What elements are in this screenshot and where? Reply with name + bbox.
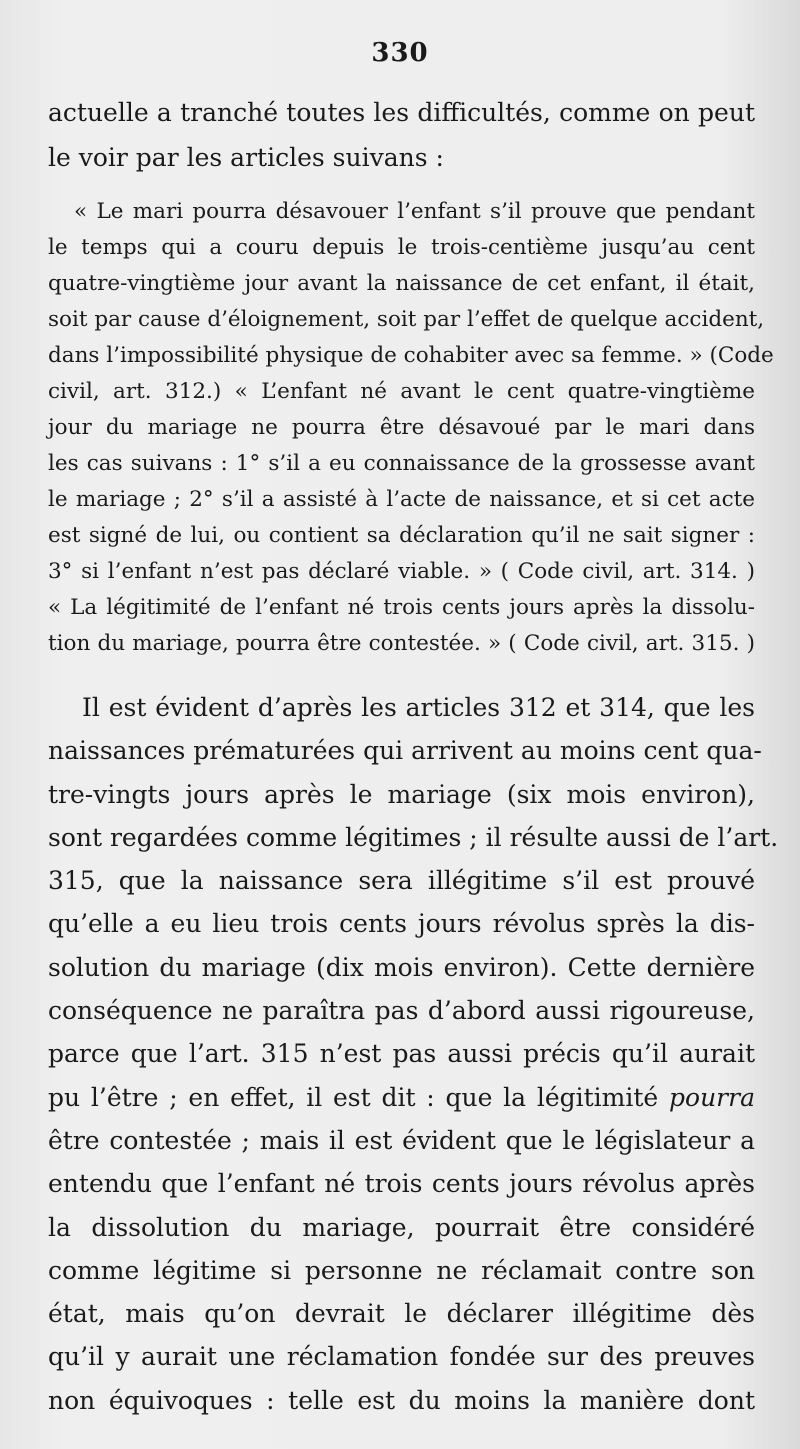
quote-line: dans l’impossibilité physique de cohabiter avec sa femme. » (Code <box>48 343 774 368</box>
paragraph-line: naissances prématurées qui arrivent au moins cent qua- <box>48 736 762 766</box>
paragraph-line: sont regardées comme légitimes ; il résulte aussi de l’art. <box>48 822 779 852</box>
paragraph-line: non équivoques : telle est du moins la manière dont <box>48 1385 755 1415</box>
quote-line: jour du mariage ne pourra être désavoué par le mari dans <box>48 415 755 440</box>
body-paragraph <box>48 686 779 1422</box>
paragraph-line: comme légitime si personne ne réclamait contre son <box>48 1255 755 1285</box>
quote-line: soit par cause d’éloignement, soit par l’effet de quelque accident, <box>48 307 765 332</box>
quoted-articles <box>48 194 774 662</box>
line-text: pu l’être ; en effet, il est dit : que la légitimité <box>48 1082 659 1112</box>
paragraph-line-with-emphasis <box>48 1076 755 1119</box>
page-number: 330 <box>371 38 429 68</box>
paragraph-line: la dissolution du mariage, pourrait être considéré <box>48 1212 755 1242</box>
paragraph-line: qu’il y aurait une réclamation fondée sur des preuves <box>48 1342 755 1372</box>
quote-line: quatre-vingtième jour avant la naissance de cet enfant, il était, <box>48 271 755 296</box>
paragraph-line: conséquence ne paraîtra pas d’abord aussi rigoureuse, <box>48 996 755 1026</box>
quote-line: « Le mari pourra désavouer l’enfant s’il prouve que pendant <box>74 199 755 224</box>
paragraph-line: être contestée ; mais il est évident que le législateur a <box>48 1125 755 1155</box>
quote-line: 3° si l’enfant n’est pas déclaré viable. » ( Code civil, art. 314. ) <box>48 559 755 584</box>
paragraph-line: qu’elle a eu lieu trois cents jours révolus sprès la dis- <box>48 909 755 939</box>
text-line: actuelle a tranché toutes les difficultés, comme on peut <box>48 98 755 127</box>
quote-line: tion du mariage, pourra être contestée. » ( Code civil, art. 315. ) <box>48 631 755 656</box>
paragraph-line: état, mais qu’on devrait le déclarer illégitime dès <box>48 1299 755 1329</box>
quote-line: civil, art. 312.) « L’enfant né avant le cent quatre-vingtième <box>48 379 755 404</box>
paragraph-line: parce que l’art. 315 n’est pas aussi précis qu’il aurait <box>48 1039 755 1069</box>
text-line: le voir par les articles suivans : <box>48 143 444 172</box>
paragraph-line: Il est évident d’après les articles 312 et 314, que les <box>82 693 755 722</box>
paragraph-line: 315, que la naissance sera illégitime s’il est prouvé <box>48 866 755 896</box>
paragraph-line: solution du mariage (dix mois environ). Cette dernière <box>48 952 755 982</box>
quote-line: le temps qui a couru depuis le trois-centième jusqu’au cent <box>48 235 755 260</box>
quote-line: est signé de lui, ou contient sa déclaration qu’il ne sait signer : <box>48 523 755 548</box>
quote-line: « La légitimité de l’enfant né trois cents jours après la dissolu- <box>48 595 755 620</box>
paragraph-line: entendu que l’enfant né trois cents jours révolus après <box>48 1169 755 1199</box>
emphasized-word: pourra <box>669 1082 755 1112</box>
quote-line: les cas suivans : 1° s’il a eu connaissance de la grossesse avant <box>48 451 755 476</box>
quote-line: le mariage ; 2° s’il a assisté à l’acte de naissance, et si cet acte <box>48 487 755 512</box>
intro-text <box>48 90 755 180</box>
paragraph-line: tre-vingts jours après le mariage (six mois environ), <box>48 779 755 809</box>
